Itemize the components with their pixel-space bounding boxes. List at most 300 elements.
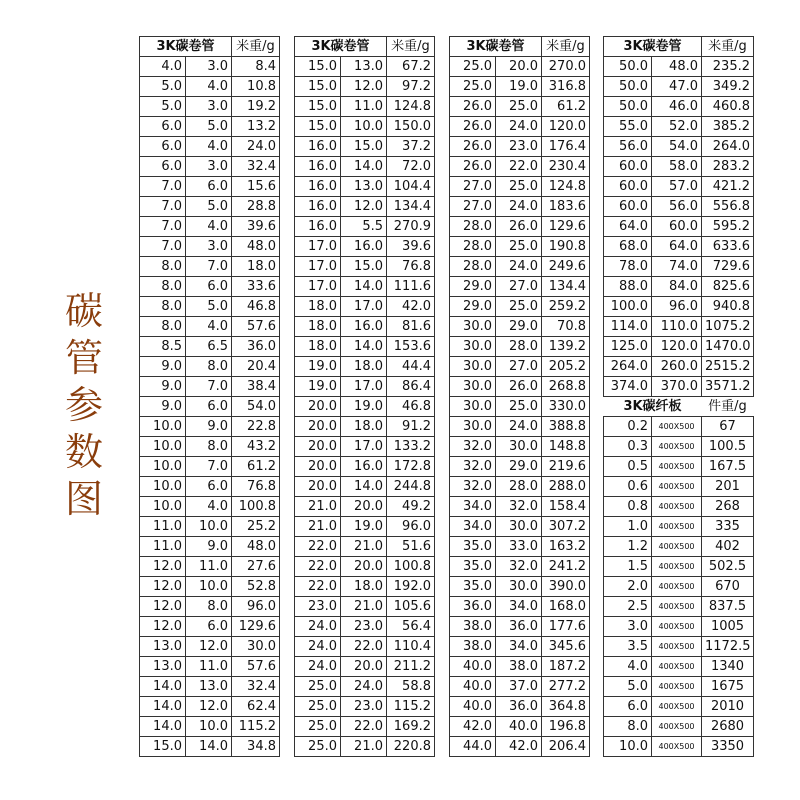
outer-diameter-cell: 18.0 [295, 317, 341, 337]
column-header-unit: 米重/g [387, 37, 435, 57]
meter-weight-cell: 390.0 [542, 577, 590, 597]
meter-weight-cell: 169.2 [387, 717, 435, 737]
table-row [295, 657, 435, 677]
table-row [295, 97, 435, 117]
table-row [140, 177, 280, 197]
size-cell: 400X500 [652, 577, 702, 597]
thickness-cell: 6.0 [604, 697, 652, 717]
piece-weight-cell: 167.5 [702, 457, 754, 477]
inner-diameter-cell: 4.0 [186, 77, 232, 97]
outer-diameter-cell: 12.0 [140, 557, 186, 577]
table-row [450, 277, 590, 297]
table-row [450, 97, 590, 117]
outer-diameter-cell: 44.0 [450, 737, 496, 757]
outer-diameter-cell: 28.0 [450, 237, 496, 257]
meter-weight-cell: 316.8 [542, 77, 590, 97]
outer-diameter-cell: 78.0 [604, 257, 652, 277]
inner-diameter-cell: 3.0 [186, 97, 232, 117]
meter-weight-cell: 32.4 [232, 677, 280, 697]
outer-diameter-cell: 10.0 [140, 477, 186, 497]
meter-weight-cell: 219.6 [542, 457, 590, 477]
meter-weight-cell: 183.6 [542, 197, 590, 217]
table-row [450, 597, 590, 617]
outer-diameter-cell: 27.0 [450, 177, 496, 197]
outer-diameter-cell: 8.0 [140, 317, 186, 337]
outer-diameter-cell: 6.0 [140, 157, 186, 177]
outer-diameter-cell: 29.0 [450, 277, 496, 297]
meter-weight-cell: 39.6 [232, 217, 280, 237]
outer-diameter-cell: 7.0 [140, 217, 186, 237]
outer-diameter-cell: 60.0 [604, 197, 652, 217]
inner-diameter-cell: 24.0 [496, 197, 542, 217]
meter-weight-cell: 96.0 [387, 517, 435, 537]
inner-diameter-cell: 12.0 [186, 697, 232, 717]
table-row [140, 537, 280, 557]
table-row [450, 317, 590, 337]
meter-weight-cell: 133.2 [387, 437, 435, 457]
meter-weight-cell: 81.6 [387, 317, 435, 337]
outer-diameter-cell: 38.0 [450, 617, 496, 637]
outer-diameter-cell: 35.0 [450, 577, 496, 597]
table-row [295, 737, 435, 757]
meter-weight-cell: 345.6 [542, 637, 590, 657]
table-row [140, 297, 280, 317]
table-row [604, 297, 754, 317]
inner-diameter-cell: 58.0 [652, 157, 702, 177]
table-row [140, 657, 280, 677]
inner-diameter-cell: 48.0 [652, 57, 702, 77]
outer-diameter-cell: 24.0 [295, 617, 341, 637]
inner-diameter-cell: 19.0 [341, 397, 387, 417]
meter-weight-cell: 421.2 [702, 177, 754, 197]
inner-diameter-cell: 16.0 [341, 237, 387, 257]
meter-weight-cell: 134.4 [542, 277, 590, 297]
meter-weight-cell: 388.8 [542, 417, 590, 437]
size-cell: 400X500 [652, 697, 702, 717]
meter-weight-cell: 115.2 [387, 697, 435, 717]
inner-diameter-cell: 42.0 [496, 737, 542, 757]
inner-diameter-cell: 36.0 [496, 697, 542, 717]
meter-weight-cell: 115.2 [232, 717, 280, 737]
thickness-cell: 3.5 [604, 637, 652, 657]
piece-weight-cell: 2680 [702, 717, 754, 737]
outer-diameter-cell: 17.0 [295, 237, 341, 257]
thickness-cell: 1.2 [604, 537, 652, 557]
meter-weight-cell: 19.2 [232, 97, 280, 117]
inner-diameter-cell: 14.0 [186, 737, 232, 757]
outer-diameter-cell: 30.0 [450, 417, 496, 437]
meter-weight-cell: 27.6 [232, 557, 280, 577]
thickness-cell: 3.0 [604, 617, 652, 637]
meter-weight-cell: 58.8 [387, 677, 435, 697]
outer-diameter-cell: 15.0 [295, 97, 341, 117]
meter-weight-cell: 52.8 [232, 577, 280, 597]
inner-diameter-cell: 25.0 [496, 177, 542, 197]
inner-diameter-cell: 36.0 [496, 617, 542, 637]
meter-weight-cell: 76.8 [387, 257, 435, 277]
inner-diameter-cell: 8.0 [186, 357, 232, 377]
outer-diameter-cell: 6.0 [140, 137, 186, 157]
outer-diameter-cell: 9.0 [140, 357, 186, 377]
meter-weight-cell: 259.2 [542, 297, 590, 317]
column-header-title: 3K碳卷管 [295, 37, 387, 57]
table-row [295, 517, 435, 537]
inner-diameter-cell: 34.0 [496, 637, 542, 657]
meter-weight-cell: 148.8 [542, 437, 590, 457]
table-row [140, 237, 280, 257]
inner-diameter-cell: 3.0 [186, 157, 232, 177]
table-row [295, 717, 435, 737]
outer-diameter-cell: 26.0 [450, 157, 496, 177]
meter-weight-cell: 28.8 [232, 197, 280, 217]
inner-diameter-cell: 4.0 [186, 497, 232, 517]
table-row [295, 177, 435, 197]
header-row [295, 37, 435, 57]
meter-weight-cell: 364.8 [542, 697, 590, 717]
outer-diameter-cell: 50.0 [604, 57, 652, 77]
inner-diameter-cell: 14.0 [341, 157, 387, 177]
sheet-row [604, 737, 754, 757]
thickness-cell: 10.0 [604, 737, 652, 757]
table-row [295, 537, 435, 557]
outer-diameter-cell: 125.0 [604, 337, 652, 357]
meter-weight-cell: 49.2 [387, 497, 435, 517]
piece-weight-cell: 402 [702, 537, 754, 557]
inner-diameter-cell: 22.0 [496, 157, 542, 177]
meter-weight-cell: 20.4 [232, 357, 280, 377]
table-row [295, 617, 435, 637]
meter-weight-cell: 57.6 [232, 657, 280, 677]
inner-diameter-cell: 25.0 [496, 297, 542, 317]
outer-diameter-cell: 38.0 [450, 637, 496, 657]
meter-weight-cell: 172.8 [387, 457, 435, 477]
table-row [295, 277, 435, 297]
meter-weight-cell: 43.2 [232, 437, 280, 457]
sheet-row [604, 417, 754, 437]
table-row [450, 517, 590, 537]
inner-diameter-cell: 7.0 [186, 377, 232, 397]
table-row [450, 737, 590, 757]
inner-diameter-cell: 6.0 [186, 397, 232, 417]
table-row [295, 677, 435, 697]
inner-diameter-cell: 7.0 [186, 457, 232, 477]
meter-weight-cell: 220.8 [387, 737, 435, 757]
meter-weight-cell: 729.6 [702, 257, 754, 277]
inner-diameter-cell: 8.0 [186, 597, 232, 617]
inner-diameter-cell: 17.0 [341, 297, 387, 317]
meter-weight-cell: 129.6 [542, 217, 590, 237]
outer-diameter-cell: 29.0 [450, 297, 496, 317]
table-row [295, 137, 435, 157]
inner-diameter-cell: 25.0 [496, 397, 542, 417]
meter-weight-cell: 120.0 [542, 117, 590, 137]
meter-weight-cell: 129.6 [232, 617, 280, 637]
inner-diameter-cell: 24.0 [496, 117, 542, 137]
outer-diameter-cell: 16.0 [295, 177, 341, 197]
meter-weight-cell: 187.2 [542, 657, 590, 677]
outer-diameter-cell: 17.0 [295, 257, 341, 277]
meter-weight-cell: 10.8 [232, 77, 280, 97]
size-cell: 400X500 [652, 597, 702, 617]
outer-diameter-cell: 55.0 [604, 117, 652, 137]
meter-weight-cell: 150.0 [387, 117, 435, 137]
table-row [604, 357, 754, 377]
meter-weight-cell: 42.0 [387, 297, 435, 317]
table-row [140, 97, 280, 117]
inner-diameter-cell: 32.0 [496, 557, 542, 577]
table-row [140, 57, 280, 77]
meter-weight-cell: 56.4 [387, 617, 435, 637]
table-row [140, 477, 280, 497]
inner-diameter-cell: 9.0 [186, 417, 232, 437]
table-row [140, 557, 280, 577]
size-cell: 400X500 [652, 617, 702, 637]
inner-diameter-cell: 84.0 [652, 277, 702, 297]
table-row [140, 437, 280, 457]
inner-diameter-cell: 22.0 [341, 637, 387, 657]
inner-diameter-cell: 47.0 [652, 77, 702, 97]
meter-weight-cell: 283.2 [702, 157, 754, 177]
inner-diameter-cell: 54.0 [652, 137, 702, 157]
size-cell: 400X500 [652, 417, 702, 437]
sheet-row [604, 697, 754, 717]
column-header-title: 3K碳卷管 [604, 37, 702, 57]
table-row [295, 477, 435, 497]
thickness-cell: 8.0 [604, 717, 652, 737]
meter-weight-cell: 105.6 [387, 597, 435, 617]
meter-weight-cell: 86.4 [387, 377, 435, 397]
table-row [604, 257, 754, 277]
inner-diameter-cell: 19.0 [341, 517, 387, 537]
inner-diameter-cell: 37.0 [496, 677, 542, 697]
inner-diameter-cell: 74.0 [652, 257, 702, 277]
size-cell: 400X500 [652, 437, 702, 457]
table-row [450, 677, 590, 697]
table-row [295, 197, 435, 217]
sheet-row [604, 557, 754, 577]
table-row [140, 617, 280, 637]
meter-weight-cell: 34.8 [232, 737, 280, 757]
meter-weight-cell: 57.6 [232, 317, 280, 337]
outer-diameter-cell: 13.0 [140, 657, 186, 677]
meter-weight-cell: 1470.0 [702, 337, 754, 357]
outer-diameter-cell: 23.0 [295, 597, 341, 617]
thickness-cell: 2.0 [604, 577, 652, 597]
table-row [140, 637, 280, 657]
piece-weight-cell: 201 [702, 477, 754, 497]
table-row [450, 617, 590, 637]
outer-diameter-cell: 30.0 [450, 377, 496, 397]
table-row [295, 157, 435, 177]
inner-diameter-cell: 260.0 [652, 357, 702, 377]
outer-diameter-cell: 10.0 [140, 437, 186, 457]
inner-diameter-cell: 96.0 [652, 297, 702, 317]
outer-diameter-cell: 11.0 [140, 537, 186, 557]
meter-weight-cell: 39.6 [387, 237, 435, 257]
outer-diameter-cell: 15.0 [295, 57, 341, 77]
meter-weight-cell: 2515.2 [702, 357, 754, 377]
table-row [140, 417, 280, 437]
size-cell: 400X500 [652, 537, 702, 557]
side-title-char: 参 [64, 383, 103, 427]
sheet-row [604, 457, 754, 477]
inner-diameter-cell: 12.0 [341, 197, 387, 217]
table-row [450, 397, 590, 417]
inner-diameter-cell: 25.0 [496, 97, 542, 117]
outer-diameter-cell: 100.0 [604, 297, 652, 317]
inner-diameter-cell: 60.0 [652, 217, 702, 237]
inner-diameter-cell: 19.0 [496, 77, 542, 97]
table-row [604, 57, 754, 77]
table-row [140, 697, 280, 717]
table-row [295, 257, 435, 277]
inner-diameter-cell: 15.0 [341, 137, 387, 157]
meter-weight-cell: 307.2 [542, 517, 590, 537]
meter-weight-cell: 196.8 [542, 717, 590, 737]
table-row [604, 137, 754, 157]
table-row [295, 377, 435, 397]
outer-diameter-cell: 22.0 [295, 537, 341, 557]
inner-diameter-cell: 28.0 [496, 337, 542, 357]
table-row [295, 77, 435, 97]
table-row [604, 337, 754, 357]
inner-diameter-cell: 6.5 [186, 337, 232, 357]
inner-diameter-cell: 6.0 [186, 177, 232, 197]
meter-weight-cell: 163.2 [542, 537, 590, 557]
table-row [140, 397, 280, 417]
column-header-unit: 米重/g [542, 37, 590, 57]
inner-diameter-cell: 22.0 [341, 717, 387, 737]
table-row [450, 177, 590, 197]
inner-diameter-cell: 6.0 [186, 277, 232, 297]
meter-weight-cell: 277.2 [542, 677, 590, 697]
meter-weight-cell: 385.2 [702, 117, 754, 137]
outer-diameter-cell: 28.0 [450, 217, 496, 237]
meter-weight-cell: 38.4 [232, 377, 280, 397]
size-cell: 400X500 [652, 737, 702, 757]
table-row [450, 437, 590, 457]
table-row [295, 337, 435, 357]
outer-diameter-cell: 40.0 [450, 657, 496, 677]
meter-weight-cell: 134.4 [387, 197, 435, 217]
outer-diameter-cell: 68.0 [604, 237, 652, 257]
outer-diameter-cell: 25.0 [450, 57, 496, 77]
side-title-char: 管 [64, 336, 103, 380]
inner-diameter-cell: 12.0 [341, 77, 387, 97]
outer-diameter-cell: 34.0 [450, 517, 496, 537]
meter-weight-cell: 153.6 [387, 337, 435, 357]
table-row [295, 317, 435, 337]
outer-diameter-cell: 12.0 [140, 597, 186, 617]
inner-diameter-cell: 23.0 [341, 617, 387, 637]
outer-diameter-cell: 24.0 [295, 657, 341, 677]
meter-weight-cell: 460.8 [702, 97, 754, 117]
outer-diameter-cell: 35.0 [450, 537, 496, 557]
sheet-row [604, 677, 754, 697]
size-cell: 400X500 [652, 497, 702, 517]
sheet-row [604, 517, 754, 537]
outer-diameter-cell: 50.0 [604, 97, 652, 117]
inner-diameter-cell: 7.0 [186, 257, 232, 277]
meter-weight-cell: 46.8 [387, 397, 435, 417]
outer-diameter-cell: 30.0 [450, 317, 496, 337]
inner-diameter-cell: 5.0 [186, 117, 232, 137]
inner-diameter-cell: 10.0 [186, 517, 232, 537]
size-cell: 400X500 [652, 457, 702, 477]
column-header-unit: 米重/g [702, 37, 754, 57]
table-row [450, 217, 590, 237]
table-row [604, 377, 754, 397]
inner-diameter-cell: 46.0 [652, 97, 702, 117]
outer-diameter-cell: 264.0 [604, 357, 652, 377]
outer-diameter-cell: 20.0 [295, 397, 341, 417]
meter-weight-cell: 111.6 [387, 277, 435, 297]
thickness-cell: 0.6 [604, 477, 652, 497]
meter-weight-cell: 177.6 [542, 617, 590, 637]
sheet-row [604, 537, 754, 557]
table-row [295, 497, 435, 517]
outer-diameter-cell: 28.0 [450, 257, 496, 277]
outer-diameter-cell: 20.0 [295, 437, 341, 457]
outer-diameter-cell: 16.0 [295, 137, 341, 157]
sheet-row [604, 717, 754, 737]
table-row [450, 197, 590, 217]
table-row [450, 137, 590, 157]
piece-weight-cell: 100.5 [702, 437, 754, 457]
meter-weight-cell: 206.4 [542, 737, 590, 757]
inner-diameter-cell: 16.0 [341, 317, 387, 337]
table-row [295, 597, 435, 617]
meter-weight-cell: 1075.2 [702, 317, 754, 337]
column-header-unit: 件重/g [708, 399, 747, 414]
size-cell: 400X500 [652, 477, 702, 497]
meter-weight-cell: 192.0 [387, 577, 435, 597]
inner-diameter-cell: 4.0 [186, 317, 232, 337]
inner-diameter-cell: 13.0 [341, 177, 387, 197]
meter-weight-cell: 235.2 [702, 57, 754, 77]
outer-diameter-cell: 64.0 [604, 217, 652, 237]
outer-diameter-cell: 15.0 [295, 77, 341, 97]
outer-diameter-cell: 18.0 [295, 297, 341, 317]
outer-diameter-cell: 25.0 [450, 77, 496, 97]
table-row [450, 457, 590, 477]
outer-diameter-cell: 16.0 [295, 157, 341, 177]
sheet-row [604, 497, 754, 517]
meter-weight-cell: 100.8 [232, 497, 280, 517]
table-row [450, 337, 590, 357]
piece-weight-cell: 1675 [702, 677, 754, 697]
table-row [450, 497, 590, 517]
meter-weight-cell: 48.0 [232, 537, 280, 557]
inner-diameter-cell: 56.0 [652, 197, 702, 217]
inner-diameter-cell: 13.0 [186, 677, 232, 697]
outer-diameter-cell: 26.0 [450, 97, 496, 117]
outer-diameter-cell: 25.0 [295, 717, 341, 737]
meter-weight-cell: 8.4 [232, 57, 280, 77]
inner-diameter-cell: 9.0 [186, 537, 232, 557]
size-cell: 400X500 [652, 637, 702, 657]
inner-diameter-cell: 5.0 [186, 197, 232, 217]
meter-weight-cell: 70.8 [542, 317, 590, 337]
meter-weight-cell: 633.6 [702, 237, 754, 257]
inner-diameter-cell: 14.0 [341, 277, 387, 297]
outer-diameter-cell: 30.0 [450, 397, 496, 417]
header-row [140, 37, 280, 57]
outer-diameter-cell: 4.0 [140, 57, 186, 77]
meter-weight-cell: 97.2 [387, 77, 435, 97]
inner-diameter-cell: 21.0 [341, 597, 387, 617]
table-row [450, 377, 590, 397]
